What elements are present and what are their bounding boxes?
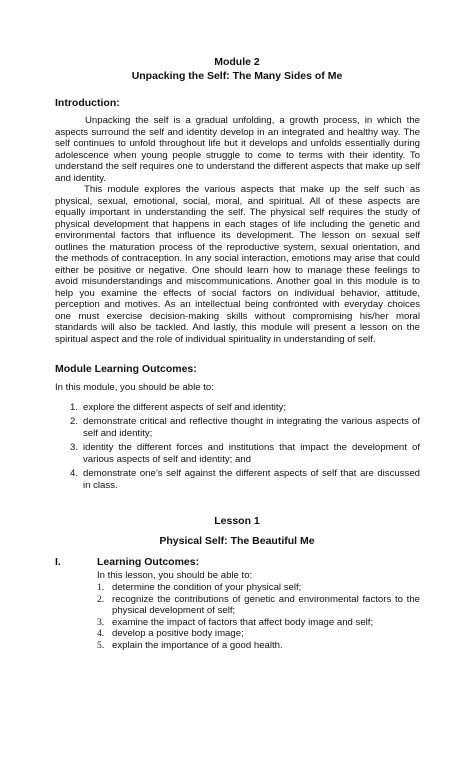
item-text: identity the different forces and institutions that impact the development of various aspects of self and identity; and <box>83 442 420 465</box>
list-item <box>97 582 420 594</box>
module-number: Module 2 <box>214 56 260 68</box>
lesson-number: Lesson 1 <box>214 515 260 527</box>
item-text: demonstrate one’s self against the different aspects of self that are discussed in class. <box>83 468 420 491</box>
item-text: explore the different aspects of self and identity; <box>83 402 287 413</box>
outcomes-list <box>55 402 420 494</box>
item-text: develop a positive body image; <box>112 628 244 639</box>
introduction-paragraph: Unpacking the self is a gradual unfolding, a growth process, in which the aspects surround the self and identity develop in an integrated and healthy way. The self continues to unfold throughout life but it develops and unfolds essentially during adolescence when young people struggle to come to terms with their identity. To understand the self requires one to understand the different aspects that make up self and identity. <box>55 115 420 184</box>
outcomes-heading: Module Learning Outcomes: <box>55 363 197 375</box>
list-item <box>97 594 420 617</box>
lesson-outcomes-list <box>97 582 420 651</box>
list-item <box>97 628 420 640</box>
item-text: demonstrate critical and reflective thought in integrating the various aspects of self and identity; <box>83 416 420 439</box>
item-number: 2. <box>70 416 79 427</box>
item-number: 3. <box>97 616 105 628</box>
section-numeral: I. <box>55 556 61 568</box>
list-item <box>55 402 420 414</box>
introduction-paragraph: This module explores the various aspects that make up the self such as physical, sexual, emotional, social, moral, and spiritual. All of these aspects are equally important in understanding the self. The physical self requires the study of physical development that happens in each stages of life including the genetic and environmental factors that influence its development. The lesson on sexual self outlines the maturation process of the reproductive system, sexual orientation, and the methods of contraception. In any social interaction, emotions may arise that could either be positive or negative. One should learn how to manage these feelings to avoid misunderstandings and miscommunications. Another goal in this module is to help you examine the effects of social factors on individual behavior, attitude, perception and motives. As an intellectual being confronted with everyday choices one must exercise decision-making skills without compromising his/her moral standards will also be tackled. And lastly, this module will present a lesson on the spiritual aspect and the role of individual spirituality in understanding of self. <box>55 184 420 345</box>
introduction-heading: Introduction: <box>55 97 120 109</box>
list-item <box>97 640 420 652</box>
module-title: Unpacking the Self: The Many Sides of Me <box>131 70 343 82</box>
section-intro: In this lesson, you should be able to: <box>97 570 253 581</box>
item-number: 1. <box>70 402 79 413</box>
item-number: 5. <box>97 639 105 651</box>
list-item <box>55 416 420 440</box>
item-number: 1. <box>97 582 105 593</box>
list-item <box>97 617 420 629</box>
item-text: determine the condition of your physical self; <box>112 582 302 593</box>
item-text: recognize the contributions of genetic and environmental factors to the physical development of self; <box>112 593 420 616</box>
list-item <box>55 442 420 466</box>
item-number: 3. <box>70 442 79 453</box>
item-text: explain the importance of a good health. <box>112 639 283 651</box>
list-item <box>55 468 420 492</box>
item-number: 4. <box>70 468 79 479</box>
lesson-title: Physical Self: The Beautiful Me <box>159 535 315 547</box>
item-text: examine the impact of factors that affect body image and self; <box>112 616 374 628</box>
outcomes-intro: In this module, you should be able to: <box>55 382 214 393</box>
item-number: 4. <box>97 628 105 639</box>
section-title: Learning Outcomes: <box>97 556 200 568</box>
item-number: 2. <box>97 593 105 605</box>
